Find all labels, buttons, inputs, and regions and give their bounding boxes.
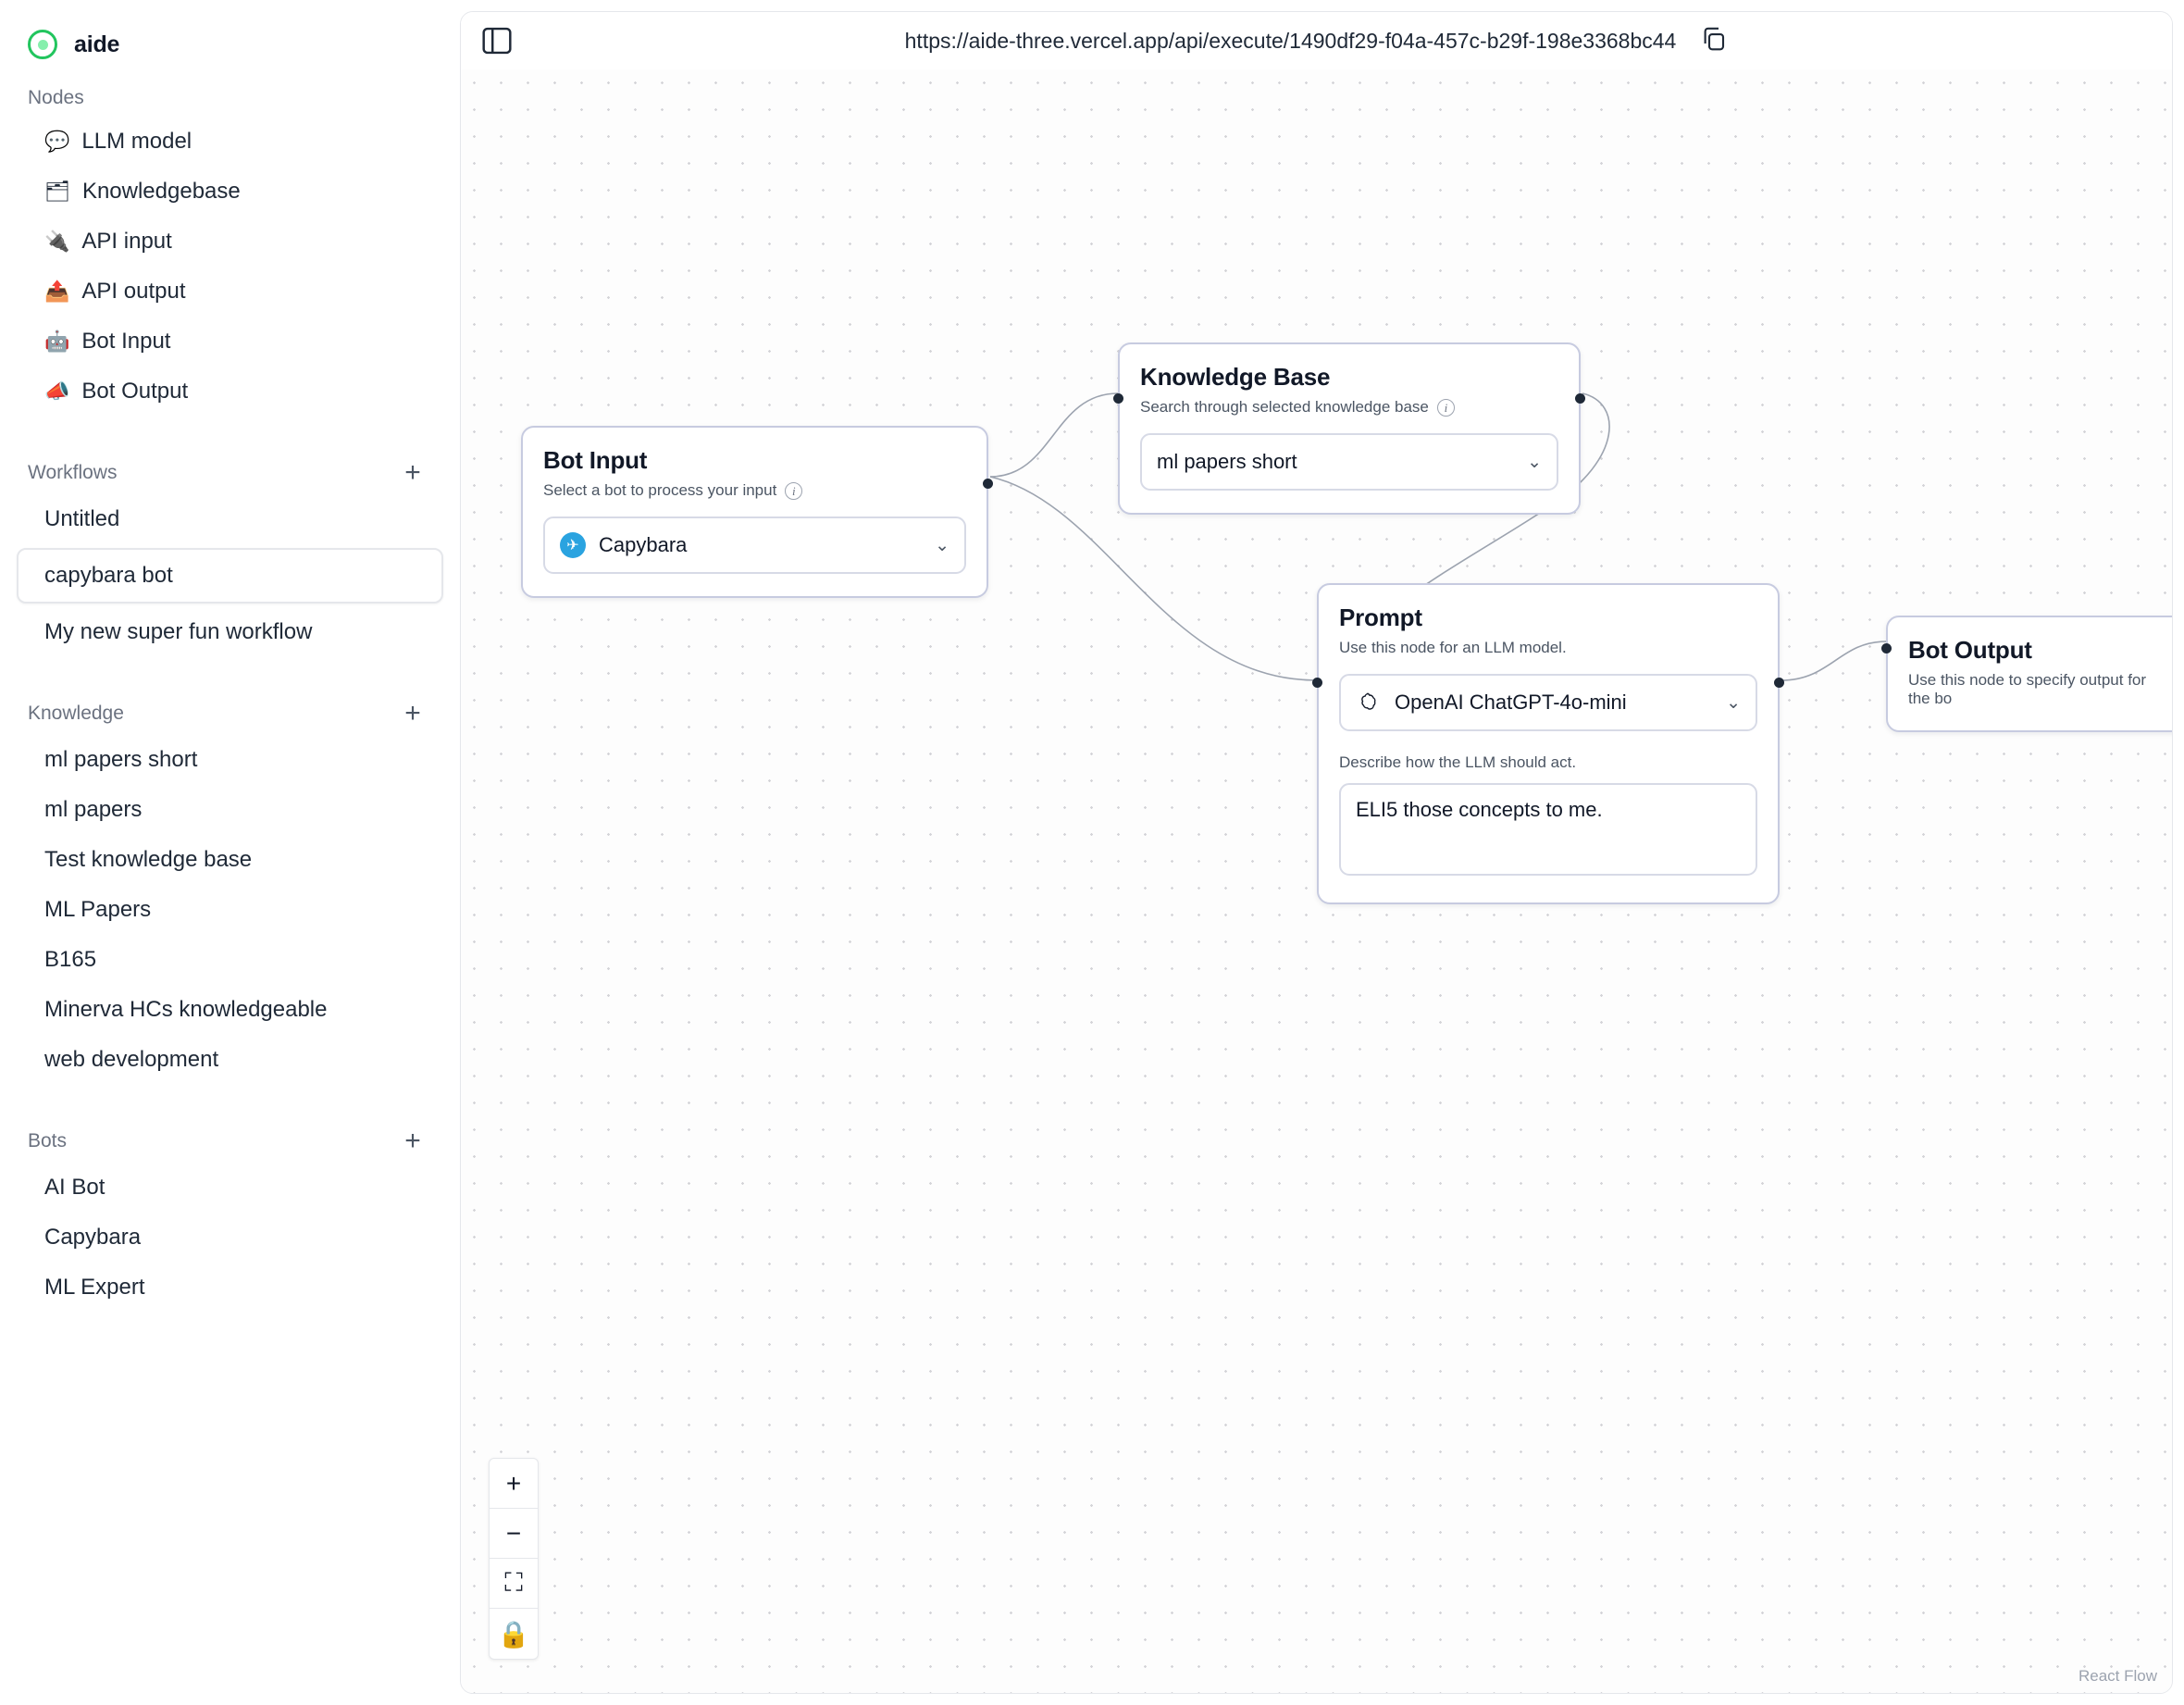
sidebar-item-api-output[interactable] xyxy=(17,267,443,317)
node-subtitle xyxy=(1339,639,1757,657)
section-label-workflows: Workflows xyxy=(28,462,118,483)
sidebar-toggle-icon[interactable] xyxy=(481,27,513,55)
sidebar-item-knowledge-minerva-hcs[interactable] xyxy=(17,985,443,1035)
copy-icon[interactable] xyxy=(1700,25,1728,57)
node-prompt[interactable] xyxy=(1317,583,1780,904)
node-title: Prompt xyxy=(1339,604,1422,631)
sidebar-item-label: web development xyxy=(44,1047,219,1072)
execute-url-text: https://aide-three.vercel.app/api/execute/1490df29-f04a-457c-b29f-198e3368bc44 xyxy=(904,28,1677,53)
sidebar-item-label: My new super fun workflow xyxy=(44,619,313,644)
plug-icon: 🔌 xyxy=(44,230,70,253)
react-flow-canvas[interactable] xyxy=(461,69,2172,1693)
section-label-nodes: Nodes xyxy=(28,87,84,108)
add-workflow-button[interactable]: + xyxy=(404,457,421,488)
section-head-bots xyxy=(0,1127,460,1155)
info-icon[interactable]: i xyxy=(1437,399,1455,417)
sidebar-item-workflow-my-new-super-fun-workflow[interactable] xyxy=(17,607,443,657)
node-subtitle xyxy=(543,481,966,500)
sidebar xyxy=(0,0,460,1705)
nodes-list xyxy=(0,117,460,417)
sidebar-item-label: Test knowledge base xyxy=(44,847,253,872)
add-bot-button[interactable]: + xyxy=(404,1126,421,1156)
prompt-field-label: Describe how the LLM should act. xyxy=(1339,753,1577,771)
sidebar-item-llm-model[interactable] xyxy=(17,117,443,167)
sidebar-item-label: ML Papers xyxy=(44,897,152,922)
url-display xyxy=(461,12,2172,69)
sidebar-item-knowledgebase[interactable] xyxy=(17,167,443,217)
knowledge-select-value: ml papers short xyxy=(1157,450,1297,473)
canvas-controls xyxy=(489,1458,539,1660)
node-subtitle xyxy=(1140,398,1558,417)
workflows-list xyxy=(0,494,460,657)
node-subtitle xyxy=(1908,671,2169,708)
top-bar xyxy=(461,12,2172,69)
sidebar-item-label: ML Expert xyxy=(44,1275,145,1300)
knowledge-list xyxy=(0,735,460,1085)
prompt-textarea[interactable] xyxy=(1339,783,1757,876)
sidebar-item-workflow-capybara-bot[interactable] xyxy=(17,548,443,604)
sidebar-item-bot-capybara[interactable] xyxy=(17,1213,443,1263)
output-port[interactable] xyxy=(983,479,993,489)
node-subtitle-text: Search through selected knowledge base xyxy=(1140,398,1429,416)
section-label-bots: Bots xyxy=(28,1130,68,1151)
bot-select-value: Capybara xyxy=(599,533,688,556)
sidebar-item-workflow-untitled[interactable] xyxy=(17,494,443,544)
bot-select[interactable] xyxy=(543,516,966,574)
fit-view-button[interactable]: ⛶ xyxy=(490,1559,538,1609)
zoom-out-button[interactable]: − xyxy=(490,1509,538,1559)
sidebar-item-knowledge-ml-papers-caps[interactable] xyxy=(17,885,443,935)
sidebar-item-label: ml papers short xyxy=(44,747,198,772)
books-icon: 🗂 xyxy=(44,180,70,203)
output-port[interactable] xyxy=(1774,678,1784,688)
sidebar-item-knowledge-ml-papers[interactable] xyxy=(17,785,443,835)
info-icon[interactable]: i xyxy=(785,482,802,500)
brand xyxy=(0,0,460,59)
sidebar-item-label: ml papers xyxy=(44,797,143,822)
circle-logo-icon xyxy=(28,30,57,59)
sidebar-item-label: Knowledgebase xyxy=(81,179,241,204)
chevron-down-icon: ⌄ xyxy=(1527,452,1542,472)
sidebar-item-knowledge-b165[interactable] xyxy=(17,935,443,985)
sidebar-item-label: Capybara xyxy=(44,1225,142,1250)
output-port[interactable] xyxy=(1575,393,1585,404)
input-port[interactable] xyxy=(1113,393,1123,404)
node-title: Bot Output xyxy=(1908,636,2032,664)
node-subtitle-text: Use this node for an LLM model. xyxy=(1339,639,1567,656)
sidebar-item-label: Untitled xyxy=(44,506,120,531)
sidebar-item-label: AI Bot xyxy=(44,1175,105,1200)
bots-list xyxy=(0,1163,460,1313)
sidebar-item-knowledge-test-knowledge-base[interactable] xyxy=(17,835,443,885)
node-subtitle-text: Use this node to specify output for the bo xyxy=(1908,671,2147,707)
sidebar-item-label: API input xyxy=(81,229,172,254)
node-bot-input[interactable] xyxy=(521,426,988,598)
input-port[interactable] xyxy=(1881,643,1892,653)
sidebar-item-label: API output xyxy=(81,279,186,304)
canvas-panel xyxy=(460,11,2173,1694)
sidebar-item-label: capybara bot xyxy=(44,563,173,588)
sidebar-item-knowledge-ml-papers-short[interactable] xyxy=(17,735,443,785)
node-knowledge-base[interactable] xyxy=(1118,342,1581,515)
openai-icon xyxy=(1356,690,1382,716)
chevron-down-icon: ⌄ xyxy=(935,535,949,555)
node-bot-output[interactable] xyxy=(1886,616,2172,732)
model-select-value: OpenAI ChatGPT-4o-mini xyxy=(1395,691,1627,714)
sidebar-item-bot-output[interactable] xyxy=(17,367,443,417)
sidebar-item-knowledge-web-development[interactable] xyxy=(17,1035,443,1085)
section-label-knowledge: Knowledge xyxy=(28,703,124,724)
outbox-icon: 📤 xyxy=(44,280,70,303)
lock-icon[interactable]: 🔒 xyxy=(497,1619,530,1649)
section-head-knowledge xyxy=(0,700,460,728)
sidebar-item-bot-ai-bot[interactable] xyxy=(17,1163,443,1213)
section-head-workflows xyxy=(0,459,460,487)
sidebar-item-label: Minerva HCs knowledgeable xyxy=(44,997,328,1022)
telegram-icon: ✈ xyxy=(560,532,586,558)
node-title: Bot Input xyxy=(543,446,648,474)
speech-bubble-icon: 💬 xyxy=(44,130,70,153)
model-select[interactable] xyxy=(1339,674,1757,731)
node-subtitle-text: Select a bot to process your input xyxy=(543,481,777,499)
sidebar-item-bot-input[interactable] xyxy=(17,317,443,367)
sidebar-item-bot-ml-expert[interactable] xyxy=(17,1263,443,1313)
zoom-in-button[interactable]: + xyxy=(490,1459,538,1509)
megaphone-icon: 📣 xyxy=(44,380,70,403)
node-title: Knowledge Base xyxy=(1140,363,1331,391)
sidebar-item-api-input[interactable] xyxy=(17,217,443,267)
input-port[interactable] xyxy=(1312,678,1322,688)
sidebar-item-label: B165 xyxy=(44,947,97,972)
robot-icon: 🤖 xyxy=(44,330,70,353)
react-flow-attribution[interactable]: React Flow xyxy=(2078,1667,2157,1685)
brand-name: aide xyxy=(74,31,120,57)
sidebar-item-label: LLM model xyxy=(81,129,192,154)
sidebar-item-label: Bot Input xyxy=(81,329,171,354)
chevron-down-icon: ⌄ xyxy=(1726,692,1741,713)
add-knowledge-button[interactable]: + xyxy=(404,698,421,728)
sidebar-item-label: Bot Output xyxy=(81,379,189,404)
knowledge-select[interactable] xyxy=(1140,433,1558,491)
